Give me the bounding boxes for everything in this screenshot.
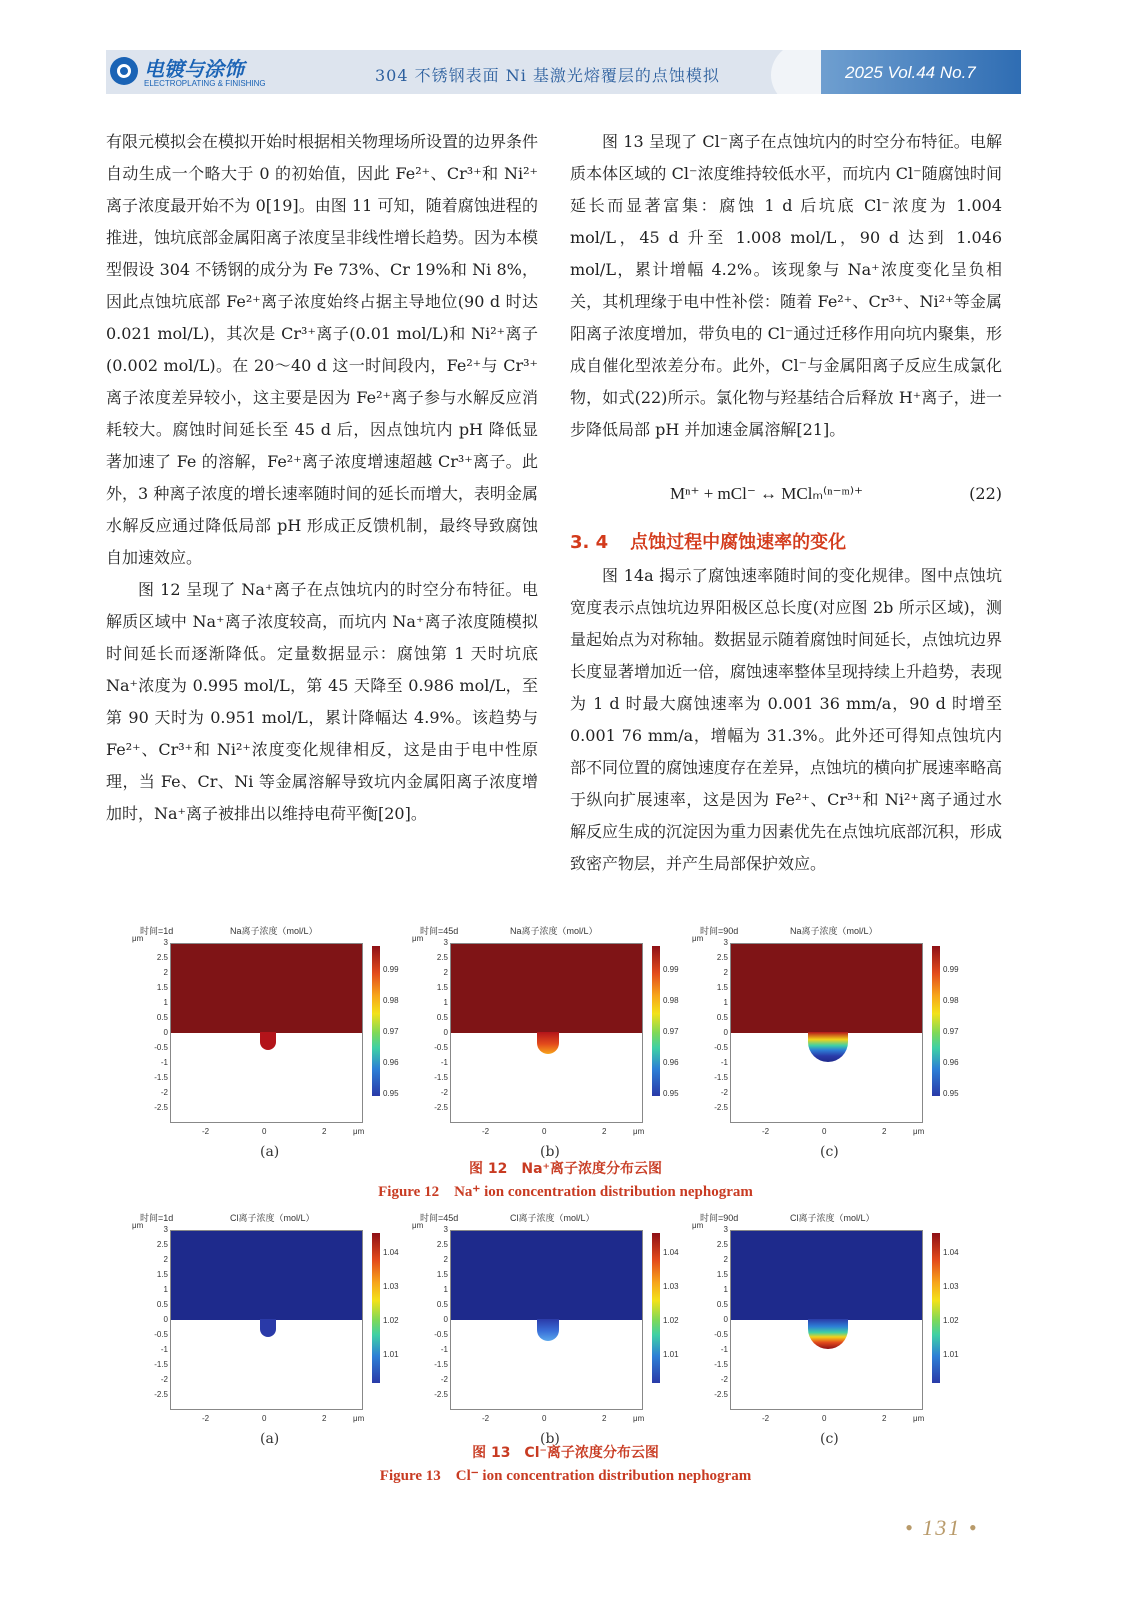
y-tick-label: 0.5	[716, 1300, 728, 1309]
colorbar-tick-label: 0.98	[943, 996, 959, 1005]
y-tick-label: 1.5	[156, 983, 168, 992]
y-tick-label: 0	[163, 1028, 168, 1037]
y-tick-label: 0	[443, 1028, 448, 1037]
colorbar-tick-label: 0.96	[383, 1058, 399, 1067]
y-tick-label: 2	[443, 1255, 448, 1264]
y-tick-label: -2.5	[434, 1103, 448, 1112]
paragraph: 有限元模拟会在模拟开始时根据相关物理场所设置的边界条件自动生成一个略大于 0 的初始值，因此 Fe²⁺、Cr³⁺和 Ni²⁺离子浓度最开始不为 0[19]。由图 11 可知，随着腐蚀进程的推进，蚀坑底部金属阳离子浓度呈非线性增长趋势。因为本模型假设 304 不锈钢的成分为 Fe 73%、Cr 19%和 Ni 8%，因此点蚀坑底部 Fe²⁺离子浓度始终占据主导地位(90 d 时达 0.021 mol/L)，其次是 Cr³⁺离子(0.01 mol/L)和 Ni²⁺离子(0.002 mol/L)。在 20～40 d 这一时间段内，Fe²⁺与 Cr³⁺离子浓度差异较小，这主要是因为 Fe²⁺离子参与水解反应消耗较大。腐蚀时间延长至 45 d 后，因点蚀坑内 pH 降低显著加速了 Fe 的溶解，Fe²⁺离子浓度增速超越 Cr³⁺离子。此外，3 种离子浓度的增长速率随时间的延长而增大，表明金属水解反应通过降低局部 pH 形成正反馈机制，最终导致腐蚀自加速效应。	[106, 132, 539, 567]
figure-13-caption-cn: 图 13 Cl⁻离子浓度分布云图	[472, 1445, 659, 1461]
colorbar	[932, 946, 940, 1096]
equation-22	[570, 482, 1002, 512]
plot-area	[450, 943, 643, 1123]
y-tick-label: 1.5	[436, 1270, 448, 1279]
x-tick-label: 0	[822, 1127, 827, 1136]
colorbar-tick-label: 1.04	[663, 1248, 679, 1257]
y-tick-label: 1	[443, 1285, 448, 1294]
colorbar-tick-label: 1.04	[943, 1248, 959, 1257]
y-tick-label: 2	[443, 968, 448, 977]
paragraph: 图 14a 揭示了腐蚀速率随时间的变化规律。图中点蚀坑宽度表示点蚀坑边界阳极区总长度(对应图 2b 所示区域)，测量起始点为对称轴。数据显示随着腐蚀时间延长，点蚀坑边界长度显著增加近一倍，腐蚀速率整体呈现持续上升趋势，表现为 1 d 时最大腐蚀速率为 0.001 36 mm/a，90 d 时增至 0.001 76 mm/a，增幅为 31.3%。此外还可得知点蚀坑内部不同位置的腐蚀速度存在差异，点蚀坑的横向扩展速率略高于纵向扩展速率，这是因为 Fe²⁺、Cr³⁺和 Ni²⁺离子通过水解反应生成的沉淀因为重力因素优先在点蚀坑底部沉积，形成致密产物层，并产生局部保护效应。	[570, 566, 1003, 873]
figure-12-caption-en: Figure 12 Na⁺ ion concentration distribution nephogram	[378, 1184, 753, 1200]
y-tick-label: -2	[720, 1375, 728, 1384]
colorbar-tick-label: 1.02	[943, 1316, 959, 1325]
colorbar-tick-label: 1.03	[663, 1282, 679, 1291]
plot-area	[170, 943, 363, 1123]
y-tick-label: -0.5	[714, 1043, 728, 1052]
figure-panel	[412, 1211, 680, 1447]
y-tick-label: 2.5	[436, 1240, 448, 1249]
y-tick-label: -0.5	[714, 1330, 728, 1339]
pit-region	[537, 1319, 559, 1341]
y-tick-label: -1	[440, 1058, 448, 1067]
pit-region	[808, 1319, 848, 1349]
colorbar-tick-label: 0.97	[943, 1027, 959, 1036]
colorbar-tick-label: 0.95	[943, 1089, 959, 1098]
panel-time: 时间=45d	[420, 1213, 459, 1223]
y-tick-label: -1	[160, 1058, 168, 1067]
y-tick-label: -2	[160, 1088, 168, 1097]
panel-unit: μm	[692, 1221, 704, 1230]
colorbar-tick-label: 0.98	[663, 996, 679, 1005]
y-tick-label: -2	[720, 1088, 728, 1097]
y-tick-label: 0	[723, 1028, 728, 1037]
y-tick-label: 2	[163, 968, 168, 977]
y-tick-label: -2	[440, 1375, 448, 1384]
plot-area	[170, 1230, 363, 1410]
panel-time: 时间=90d	[700, 1213, 739, 1223]
colorbar-tick-label: 0.95	[383, 1089, 399, 1098]
colorbar-tick-label: 0.97	[383, 1027, 399, 1036]
y-tick-label: 2.5	[716, 953, 728, 962]
panel-title: Na离子浓度（mol/L）	[230, 926, 318, 936]
bulk-region	[731, 944, 922, 1033]
y-tick-label: -2	[440, 1088, 448, 1097]
y-tick-label: -0.5	[154, 1043, 168, 1052]
y-tick-label: 1	[723, 1285, 728, 1294]
left-column	[106, 126, 538, 830]
panel-unit: μm	[412, 934, 424, 943]
y-tick-label: -2.5	[154, 1103, 168, 1112]
panel-time: 时间=1d	[140, 1213, 174, 1223]
x-tick-label: -2	[762, 1127, 770, 1136]
y-tick-label: -1	[160, 1345, 168, 1354]
y-tick-label: 0.5	[436, 1013, 448, 1022]
logo-cn: 电镀与涂饰	[144, 57, 244, 81]
y-tick-label: 1.5	[716, 1270, 728, 1279]
y-tick-label: 2	[723, 1255, 728, 1264]
pit-region	[260, 1032, 276, 1050]
figure-panel	[132, 924, 400, 1160]
y-tick-label: -2	[160, 1375, 168, 1384]
volume-info: 2025 Vol.44 No.7	[845, 63, 976, 82]
bulk-region	[451, 1231, 642, 1320]
colorbar-tick-label: 0.99	[943, 965, 959, 974]
x-tick-label: -2	[762, 1414, 770, 1423]
colorbar-tick-label: 0.99	[663, 965, 679, 974]
y-tick-label: 1.5	[436, 983, 448, 992]
plot-area	[450, 1230, 643, 1410]
y-tick-label: -0.5	[154, 1330, 168, 1339]
bulk-region	[731, 1231, 922, 1320]
x-tick-label: 2	[882, 1414, 887, 1423]
panel-time: 时间=90d	[700, 926, 739, 936]
colorbar-tick-label: 1.04	[383, 1248, 399, 1257]
y-tick-label: 0.5	[716, 1013, 728, 1022]
plot-area	[730, 943, 923, 1123]
colorbar-tick-label: 0.99	[383, 965, 399, 974]
x-tick-label: 2	[602, 1414, 607, 1423]
section-number: 3. 4	[570, 532, 609, 553]
x-tick-label: 2	[882, 1127, 887, 1136]
y-tick-label: 3	[723, 938, 728, 947]
x-tick-label: 2	[322, 1127, 327, 1136]
journal-logo	[110, 53, 266, 91]
panel-label: (c)	[820, 1144, 839, 1160]
y-tick-label: 2.5	[436, 953, 448, 962]
y-tick-label: 1	[443, 998, 448, 1007]
panel-label: (a)	[260, 1144, 280, 1160]
plot-area	[730, 1230, 923, 1410]
colorbar-tick-label: 1.01	[383, 1350, 399, 1359]
panel-label: (c)	[820, 1431, 839, 1447]
x-tick-label: μm	[913, 1127, 925, 1136]
y-tick-label: 0	[723, 1315, 728, 1324]
y-tick-label: 2	[723, 968, 728, 977]
colorbar-tick-label: 1.03	[943, 1282, 959, 1291]
section-heading	[570, 528, 846, 554]
y-tick-label: 3	[163, 938, 168, 947]
y-tick-label: -1	[440, 1345, 448, 1354]
y-tick-label: 1.5	[716, 983, 728, 992]
figure-panel	[692, 924, 960, 1160]
colorbar	[372, 946, 380, 1096]
y-tick-label: -1.5	[714, 1073, 728, 1082]
paragraph: 图 13 呈现了 Cl⁻离子在点蚀坑内的时空分布特征。电解质本体区域的 Cl⁻浓度维持较低水平，而坑内 Cl⁻随腐蚀时间延长而显著富集：腐蚀 1 d 后坑底 Cl⁻浓度为 1.004 mol/L，45 d 升至 1.008 mol/L，90 d 达到 1.046 mol/L，累计增幅 4.2%。该现象与 Na⁺浓度变化呈负相关，其机理缘于电中性补偿：随着 Fe²⁺、Cr³⁺、Ni²⁺等金属阳离子浓度增加，带负电的 Cl⁻通过迁移作用向坑内聚集，形成自催化型浓差分布。此外，Cl⁻与金属阳离子反应生成氯化物，如式(22)所示。氯化物与羟基结合后释放 H⁺离子，进一步降低局部 pH 并加速金属溶解[21]。	[570, 132, 1002, 439]
colorbar	[372, 1233, 380, 1383]
colorbar	[652, 946, 660, 1096]
colorbar-tick-label: 0.96	[663, 1058, 679, 1067]
panel-unit: μm	[132, 1221, 144, 1230]
panel-title: Cl离子浓度（mol/L）	[510, 1213, 595, 1223]
y-tick-label: 1	[723, 998, 728, 1007]
y-tick-label: -1.5	[154, 1360, 168, 1369]
x-tick-label: 2	[322, 1414, 327, 1423]
panel-unit: μm	[132, 934, 144, 943]
panel-title: Na离子浓度（mol/L）	[510, 926, 598, 936]
x-tick-label: -2	[202, 1127, 210, 1136]
y-tick-label: 2.5	[156, 953, 168, 962]
y-tick-label: 3	[163, 1225, 168, 1234]
figure-12-caption-cn: 图 12 Na⁺离子浓度分布云图	[469, 1161, 662, 1177]
pit-region	[260, 1319, 276, 1337]
y-tick-label: 3	[443, 938, 448, 947]
paragraph: 图 12 呈现了 Na⁺离子在点蚀坑内的时空分布特征。电解质区域中 Na⁺离子浓度较高，而坑内 Na⁺离子浓度随模拟时间延长而逐渐降低。定量数据显示：腐蚀第 1 天时坑底 Na⁺浓度为 0.995 mol/L，第 45 天降至 0.986 mol/L，至第 90 天时为 0.951 mol/L，累计降幅达 4.9%。该趋势与 Fe²⁺、Cr³⁺和 Ni²⁺浓度变化规律相反，这是由于电中性原理，当 Fe、Cr、Ni 等金属溶解导致坑内金属阳离子浓度增加时，Na⁺离子被排出以维持电荷平衡[20]。	[106, 580, 538, 823]
x-tick-label: -2	[482, 1127, 490, 1136]
y-tick-label: -0.5	[434, 1330, 448, 1339]
y-tick-label: -2.5	[714, 1390, 728, 1399]
x-tick-label: 0	[262, 1127, 267, 1136]
colorbar-tick-label: 0.95	[663, 1089, 679, 1098]
figure-panel	[132, 1211, 400, 1447]
y-tick-label: 0.5	[156, 1300, 168, 1309]
right-column	[570, 126, 1002, 446]
x-tick-label: 2	[602, 1127, 607, 1136]
pit-region	[808, 1032, 848, 1062]
colorbar-tick-label: 1.02	[383, 1316, 399, 1325]
y-tick-label: -2.5	[434, 1390, 448, 1399]
equation-number: (22)	[969, 484, 1002, 503]
page-number: • 131 •	[905, 1515, 979, 1540]
colorbar-tick-label: 0.96	[943, 1058, 959, 1067]
colorbar	[932, 1233, 940, 1383]
x-tick-label: 0	[542, 1414, 547, 1423]
panel-title: Cl离子浓度（mol/L）	[230, 1213, 315, 1223]
y-tick-label: -1.5	[434, 1073, 448, 1082]
colorbar-tick-label: 1.01	[943, 1350, 959, 1359]
y-tick-label: 3	[443, 1225, 448, 1234]
colorbar-tick-label: 0.98	[383, 996, 399, 1005]
y-tick-label: 0	[443, 1315, 448, 1324]
panel-label: (b)	[540, 1431, 560, 1447]
colorbar-tick-label: 1.03	[383, 1282, 399, 1291]
panel-title: Cl离子浓度（mol/L）	[790, 1213, 875, 1223]
logo-en: ELECTROPLATING & FINISHING	[144, 79, 266, 88]
y-tick-label: 1.5	[156, 1270, 168, 1279]
figure-panel	[692, 1211, 960, 1447]
y-tick-label: 0.5	[436, 1300, 448, 1309]
x-tick-label: 0	[822, 1414, 827, 1423]
y-tick-label: -1.5	[714, 1360, 728, 1369]
equation-expression: Mⁿ⁺ + mCl⁻ ↔ MClₘ⁽ⁿ⁻ᵐ⁾⁺	[670, 484, 864, 503]
y-tick-label: -2.5	[154, 1390, 168, 1399]
x-tick-label: 0	[262, 1414, 267, 1423]
x-tick-label: μm	[633, 1127, 645, 1136]
panel-time: 时间=45d	[420, 926, 459, 936]
colorbar-tick-label: 0.97	[663, 1027, 679, 1036]
y-tick-label: 1	[163, 1285, 168, 1294]
y-tick-label: 2.5	[156, 1240, 168, 1249]
y-tick-label: 0.5	[156, 1013, 168, 1022]
bulk-region	[171, 1231, 362, 1320]
x-tick-label: μm	[913, 1414, 925, 1423]
y-tick-label: 2.5	[716, 1240, 728, 1249]
colorbar-tick-label: 1.02	[663, 1316, 679, 1325]
x-tick-label: μm	[633, 1414, 645, 1423]
running-title: 304 不锈钢表面 Ni 基激光熔覆层的点蚀模拟	[375, 66, 720, 85]
y-tick-label: 0	[163, 1315, 168, 1324]
figure-13-caption-en: Figure 13 Cl⁻ ion concentration distribution nephogram	[379, 1468, 752, 1484]
y-tick-label: -1.5	[434, 1360, 448, 1369]
x-tick-label: -2	[482, 1414, 490, 1423]
panel-title: Na离子浓度（mol/L）	[790, 926, 878, 936]
panel-unit: μm	[692, 934, 704, 943]
logo-icon	[110, 57, 138, 85]
x-tick-label: μm	[353, 1414, 365, 1423]
panel-label: (b)	[540, 1144, 560, 1160]
y-tick-label: 3	[723, 1225, 728, 1234]
colorbar	[652, 1233, 660, 1383]
colorbar-tick-label: 1.01	[663, 1350, 679, 1359]
panel-time: 时间=1d	[140, 926, 174, 936]
y-tick-label: -0.5	[434, 1043, 448, 1052]
y-tick-label: 2	[163, 1255, 168, 1264]
figure-panel	[412, 924, 680, 1160]
panel-label: (a)	[260, 1431, 280, 1447]
section-title: 点蚀过程中腐蚀速率的变化	[630, 532, 847, 553]
y-tick-label: -1	[720, 1058, 728, 1067]
y-tick-label: -1.5	[154, 1073, 168, 1082]
x-tick-label: -2	[202, 1414, 210, 1423]
x-tick-label: μm	[353, 1127, 365, 1136]
bulk-region	[451, 944, 642, 1033]
pit-region	[537, 1032, 559, 1054]
y-tick-label: 1	[163, 998, 168, 1007]
y-tick-label: -1	[720, 1345, 728, 1354]
bulk-region	[171, 944, 362, 1033]
panel-unit: μm	[412, 1221, 424, 1230]
x-tick-label: 0	[542, 1127, 547, 1136]
right-column-continued	[570, 560, 1002, 880]
y-tick-label: -2.5	[714, 1103, 728, 1112]
